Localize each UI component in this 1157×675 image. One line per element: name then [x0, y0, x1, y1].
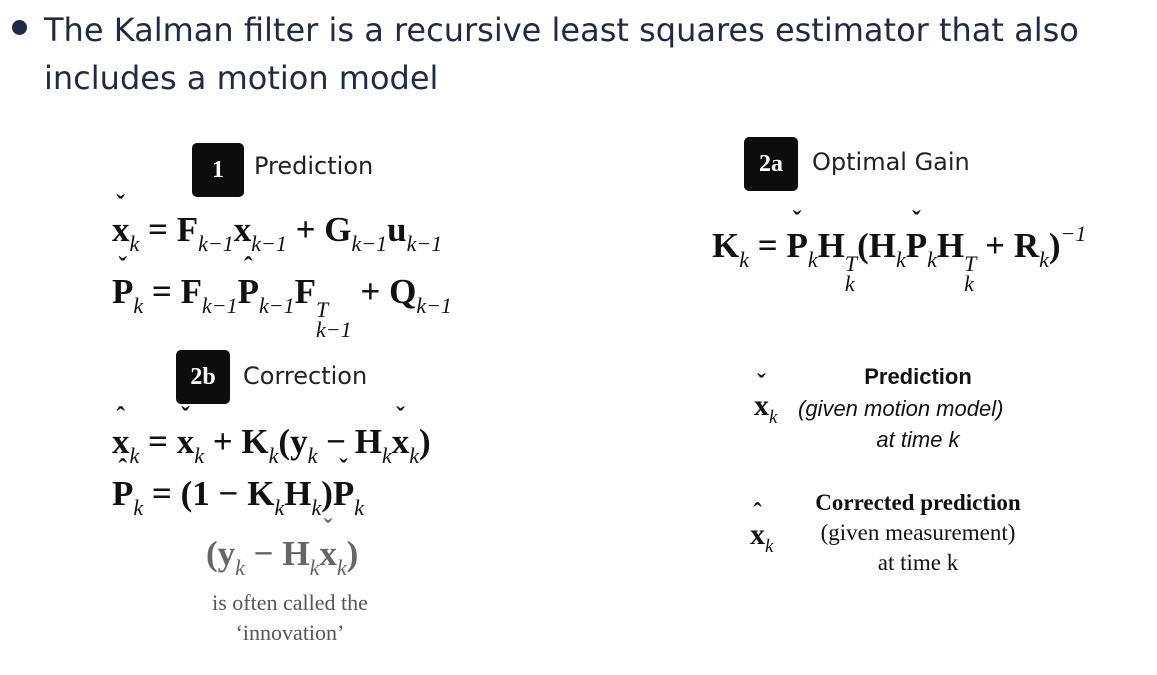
innovation-note-line-2: ‘innovation’ — [235, 620, 345, 645]
legend-corrected-title: Corrected prediction — [815, 490, 1021, 515]
bullet-point-icon — [12, 20, 27, 35]
prediction-badge: 1 — [192, 143, 244, 197]
bullet-text — [44, 6, 1144, 102]
innovation-note — [150, 588, 430, 648]
kalman-gain-equation: $K_k$ = ˇ $P_kH$ T k ($H_kˇ$ $P_kH$ T k + $R_k)^{-1}$ — [712, 226, 1086, 294]
state-prediction-equation: ˇ $x_k = F_{k-1}x_{k-1} + G_{k-1}u_{k-1}$ — [112, 210, 442, 250]
innovation-note-line-1: is often called the — [212, 590, 368, 615]
prediction-label: Prediction — [254, 152, 374, 180]
bullet-line-2: includes a motion model — [44, 59, 439, 97]
legend-corrected-time: at time k — [877, 550, 959, 575]
corrected-state-symbol: ˆ $x_k$ — [750, 518, 773, 552]
gain-label: Optimal Gain — [812, 148, 970, 176]
covariance-correction-equation: ˆ $P_k = (1$ − $K_kH_k)ˇ$ $P_k$ — [112, 474, 364, 514]
bullet-line-1: The Kalman filter is a recursive least squares estimator that also — [44, 11, 1079, 49]
predicted-state-symbol: ˇ $x_k$ — [754, 389, 777, 423]
innovation-expression: ($y_k$ − $H_kˇ$ $x_k$) — [206, 534, 358, 574]
state-correction-equation: ˆ $x_k$ = ˇ $x_k + K_k(y_k$ − $H_kˇ$ $x_k$) — [112, 422, 431, 462]
correction-label: Correction — [243, 362, 368, 390]
legend-prediction-time: at time k — [876, 427, 960, 452]
legend-prediction-title: Prediction — [864, 364, 972, 389]
gain-badge: 2a — [744, 137, 798, 191]
covariance-prediction-equation: ˇ $P_k$ = $F_{k-1}ˆ$ $P_{k-1}F$ T k−1 + $Q_{k-1}$ — [112, 272, 452, 340]
legend-corrected-desc: (given measurement) — [820, 520, 1016, 545]
legend-prediction-desc: (given motion model) — [798, 396, 1004, 421]
correction-badge: 2b — [176, 350, 230, 404]
